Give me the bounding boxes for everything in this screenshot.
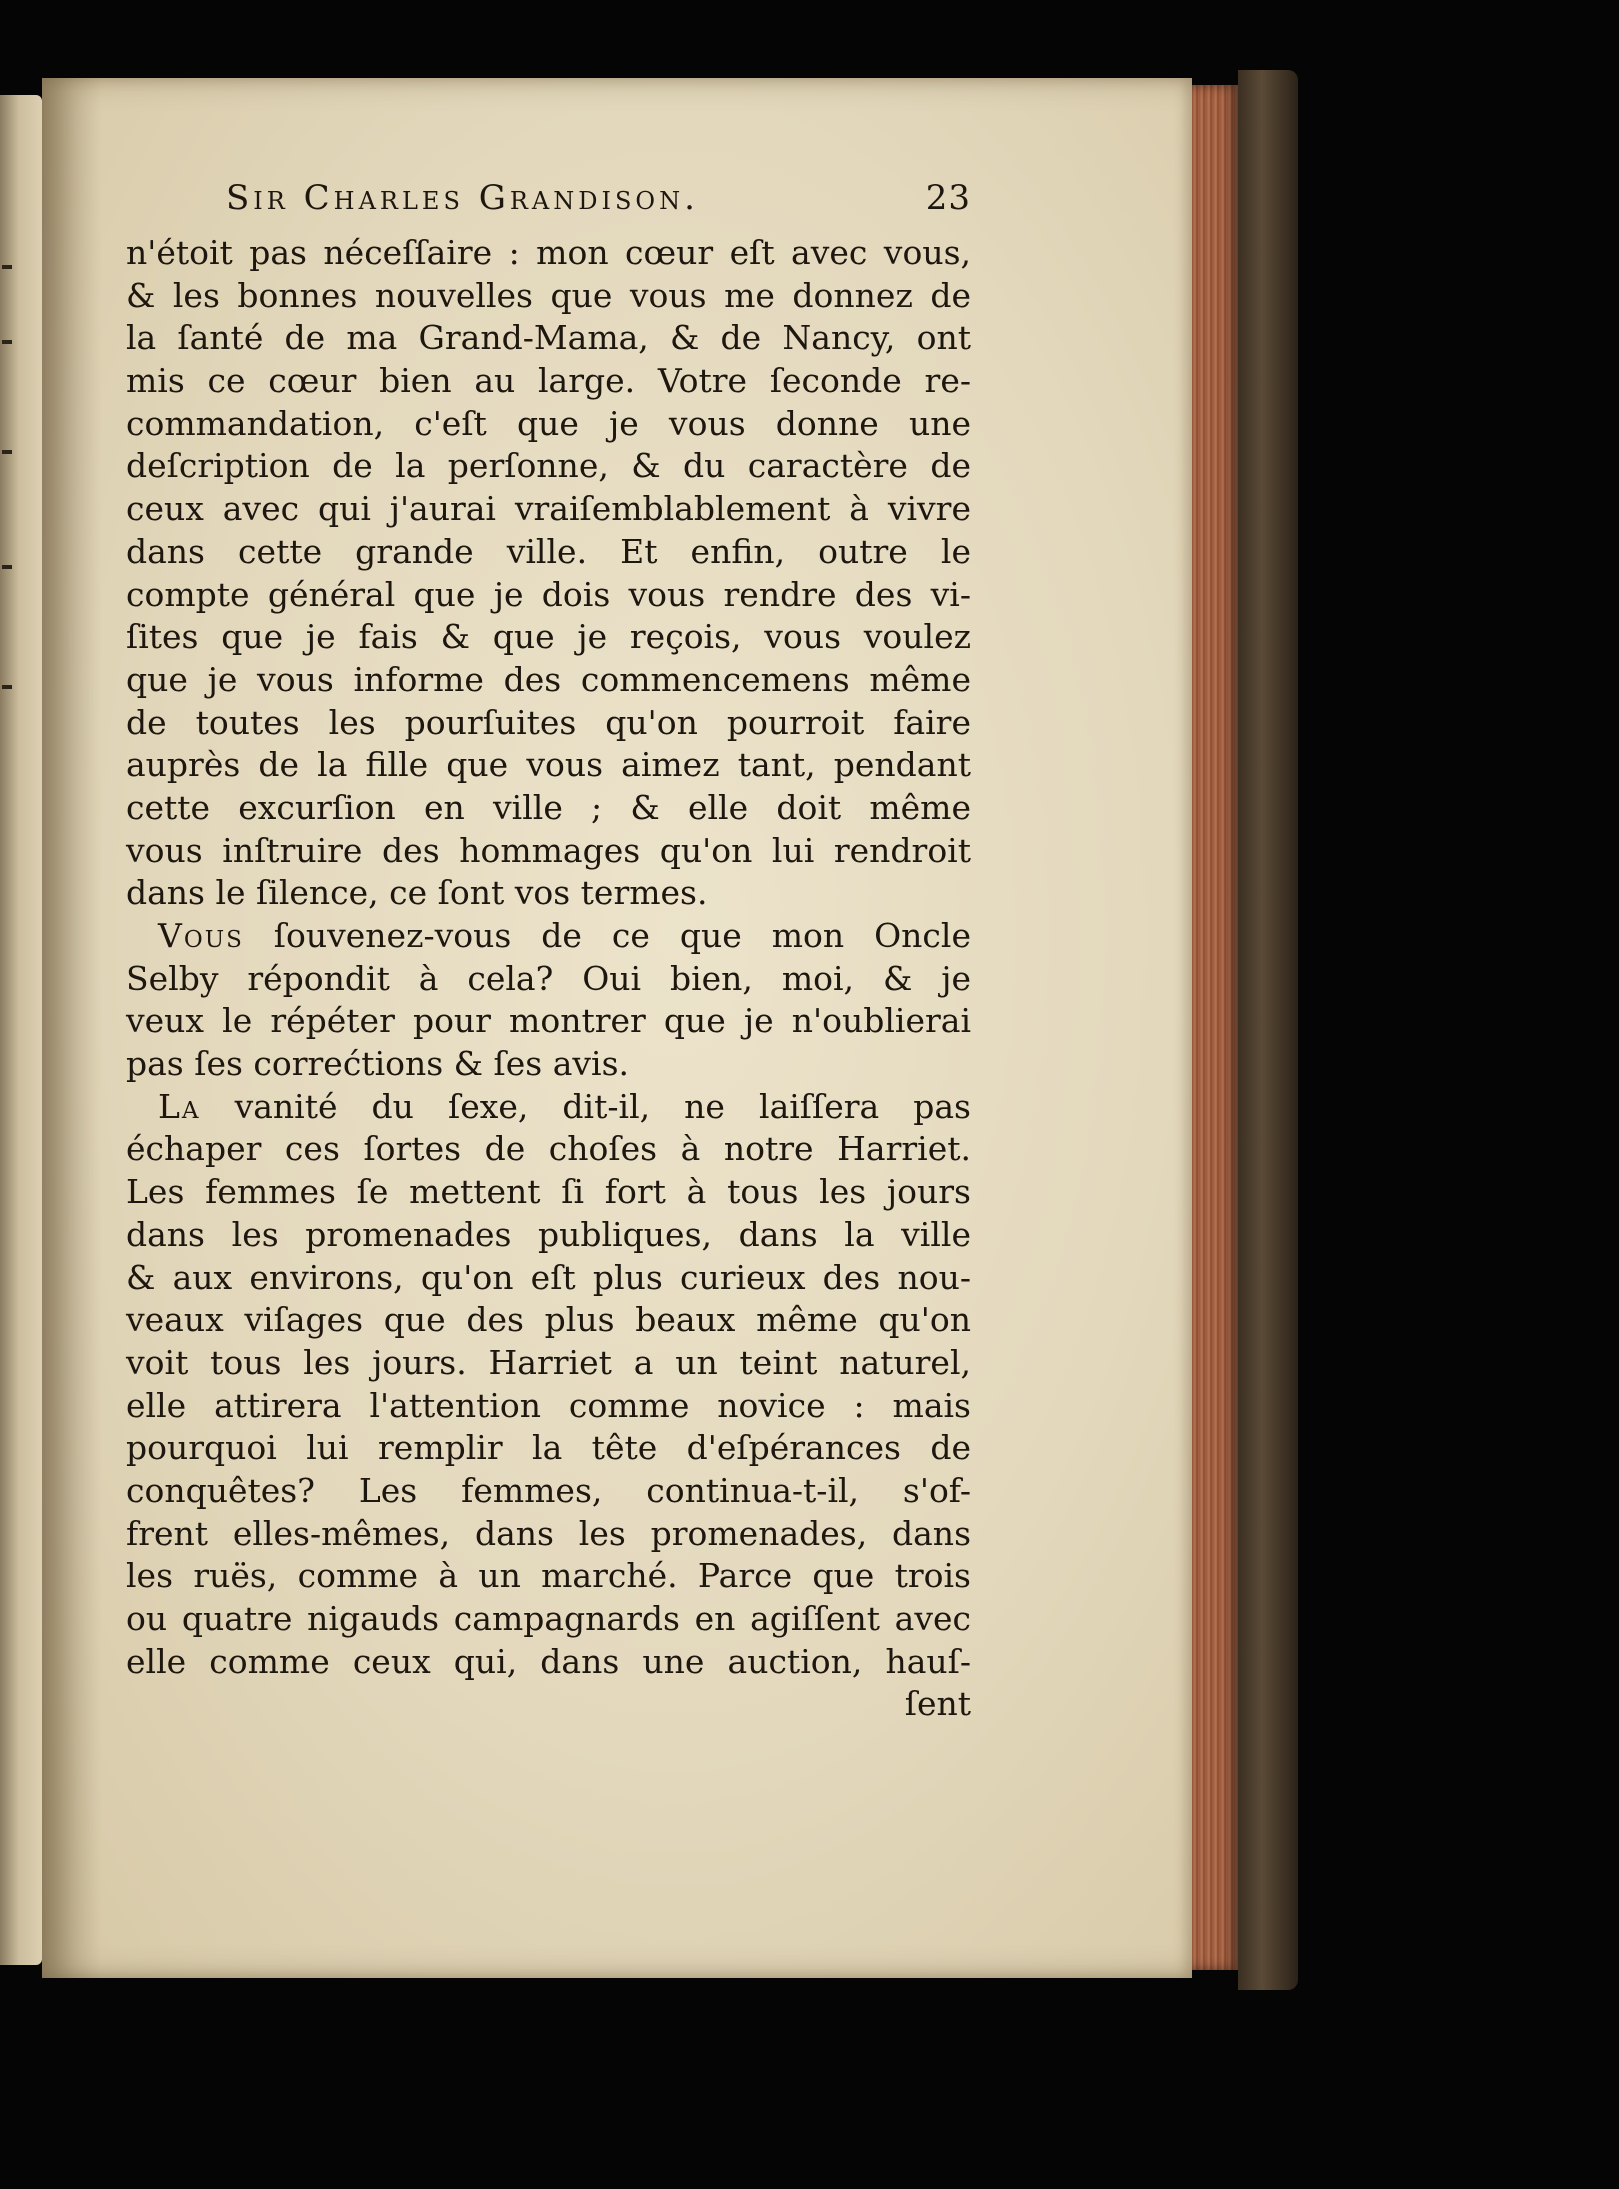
text-line: [126, 1513, 971, 1556]
text-line: [126, 1342, 971, 1385]
line-text: vous inſtruire des hommages qu'on lui rendroit: [126, 830, 971, 870]
line-text: frent elles-mêmes, dans les promenades, dans: [126, 1513, 971, 1553]
line-text: échaper ces ſortes de choſes à notre Harriet.: [126, 1129, 971, 1169]
line-text: pourquoi lui remplir la tête d'eſpérances de: [126, 1428, 971, 1468]
text-line: [126, 360, 971, 403]
text-line: [126, 1299, 971, 1342]
text-line: [126, 915, 971, 958]
line-text: & aux environs, qu'on eſt plus curieux des nou-: [126, 1257, 971, 1297]
text-line: [126, 1385, 971, 1428]
text-line: [126, 830, 971, 873]
text-line: [126, 744, 971, 787]
page-number: 23: [925, 178, 971, 218]
line-text: ceux avec qui j'aurai vraiſemblablement à vivre: [126, 489, 971, 529]
text-line: [126, 1598, 971, 1641]
text-line: [126, 787, 971, 830]
line-text: vanité du ſexe, dit-il, ne laiſſera pas: [200, 1086, 971, 1126]
catchword: ſent: [904, 1684, 971, 1724]
line-text: la ſanté de ma Grand-Mama, & de Nancy, ont: [126, 318, 971, 358]
line-text: mis ce cœur bien au large. Votre ſeconde re-: [126, 361, 971, 401]
line-text: voit tous les jours. Harriet a un teint naturel,: [126, 1342, 971, 1382]
line-text: elle attirera l'attention comme novice : mais: [126, 1385, 971, 1425]
text-line: [126, 445, 971, 488]
line-text: conquêtes? Les femmes, continua-t-il, s'of-: [126, 1470, 971, 1510]
text-line: [126, 872, 971, 915]
paragraph-lead: Vous: [158, 916, 244, 955]
line-text: Selby répondit à cela? Oui bien, moi, & je: [126, 958, 971, 998]
page-content: [126, 178, 971, 1726]
text-line: [126, 574, 971, 617]
running-head: [226, 178, 971, 232]
line-text: pas ſes correćtions & ſes avis.: [126, 1044, 629, 1084]
line-text: auprès de la fille que vous aimez tant, pendant: [126, 745, 971, 785]
text-line: [126, 403, 971, 446]
text-line: [126, 1641, 971, 1684]
text-line: [126, 958, 971, 1001]
text-line: [126, 1257, 971, 1300]
text-line: [126, 531, 971, 574]
text-line: [126, 1214, 971, 1257]
line-text: ſites que je fais & que je reçois, vous voulez: [126, 617, 971, 657]
line-text: de toutes les pourſuites qu'on pourroit faire: [126, 702, 971, 742]
line-text: deſcription de la perſonne, & du caractère de: [126, 446, 971, 486]
text-line: [126, 1171, 971, 1214]
line-text: que je vous informe des commencemens même: [126, 659, 971, 699]
text-line: [126, 702, 971, 745]
body-text: [126, 232, 971, 1683]
text-line: [126, 659, 971, 702]
running-title: Sir Charles Grandison.: [226, 178, 699, 218]
page-block-edge: [1192, 85, 1240, 1970]
text-line: [126, 1128, 971, 1171]
line-text: dans cette grande ville. Et enfin, outre le: [126, 531, 971, 571]
text-line: [126, 1427, 971, 1470]
page-gutter-shadow: [42, 78, 102, 1978]
line-text: veux le répéter pour montrer que je n'oublierai: [126, 1001, 971, 1041]
text-line: [126, 275, 971, 318]
text-line: [126, 1000, 971, 1043]
line-text: & les bonnes nouvelles que vous me donnez de: [126, 275, 971, 315]
line-text: compte général que je dois vous rendre des vi-: [126, 574, 971, 614]
line-text: ſouvenez-vous de ce que mon Oncle: [243, 916, 971, 955]
line-text: cette excurſion en ville ; & elle doit même: [126, 787, 971, 827]
line-text: dans le ſilence, ce ſont vos termes.: [126, 873, 708, 913]
text-line: [126, 1470, 971, 1513]
line-text: dans les promenades publiques, dans la ville: [126, 1214, 971, 1254]
line-text: Les femmes ſe mettent ſi fort à tous les jours: [126, 1172, 971, 1212]
line-text: les ruës, comme à un marché. Parce que trois: [126, 1556, 971, 1596]
previous-page-edge: [0, 95, 42, 1965]
paragraph-lead: La: [158, 1086, 201, 1126]
line-text: n'étoit pas néceſſaire : mon cœur eſt avec vous,: [126, 233, 971, 272]
line-text: veaux viſages que des plus beaux même qu'on: [126, 1300, 971, 1340]
text-line: [126, 317, 971, 360]
line-text: elle comme ceux qui, dans une auction, hauſ-: [126, 1641, 971, 1681]
text-line: [126, 488, 971, 531]
text-line: [126, 1043, 971, 1086]
line-text: commandation, c'eſt que je vous donne une: [126, 403, 971, 443]
text-line: [126, 1086, 971, 1129]
text-line: [126, 1555, 971, 1598]
text-line: [126, 616, 971, 659]
text-line: [126, 232, 971, 275]
line-text: ou quatre nigauds campagnards en agiſſent avec: [126, 1599, 971, 1638]
leather-cover-edge: [1238, 70, 1298, 1990]
